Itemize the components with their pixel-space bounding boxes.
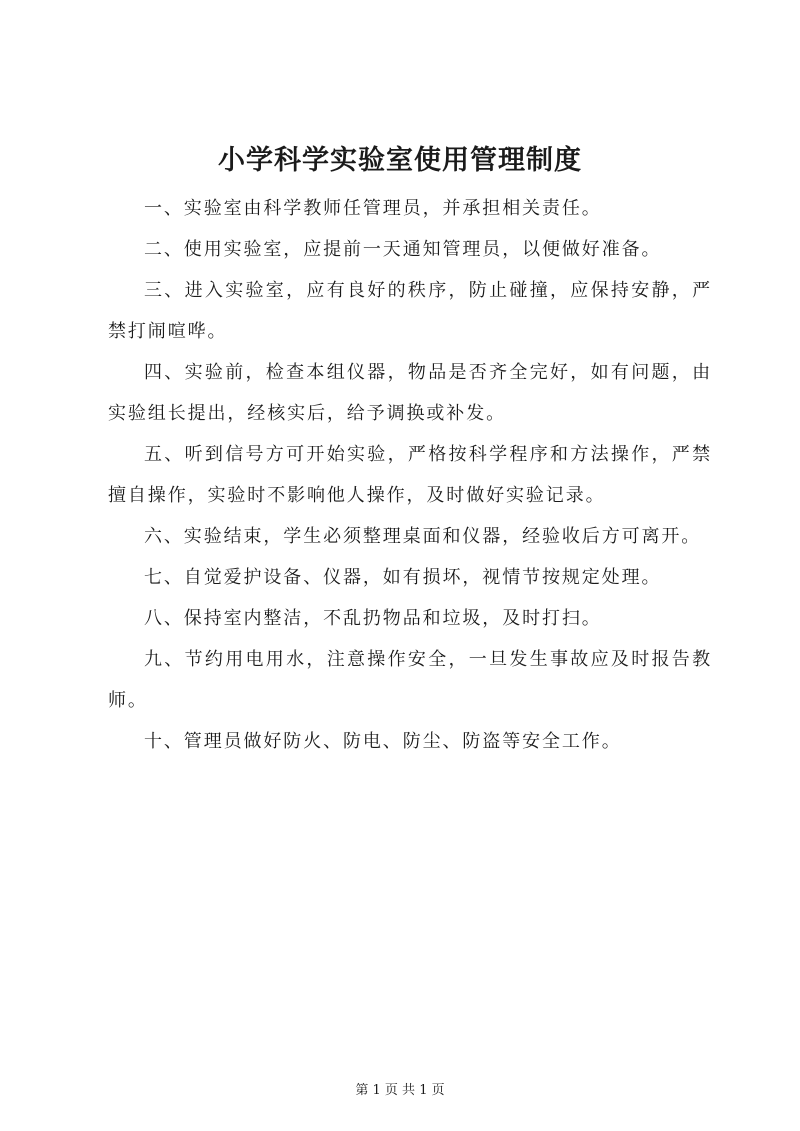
- rule-paragraph-7: 七、自觉爱护设备、仪器，如有损坏，视情节按规定处理。: [144, 567, 662, 588]
- rule-paragraph-1: 一、实验室由科学教师任管理员，并承担相关责任。: [144, 198, 602, 219]
- rule-paragraph-6: 六、实验结束，学生必须整理桌面和仪器，经验收后方可离开。: [144, 526, 702, 547]
- page-number-footer: 第 1 页 共 1 页: [355, 1083, 445, 1098]
- rule-paragraph-5: 五、听到信号方可开始实验，严格按科学程序和方法操作，严禁擅自操作，实验时不影响他人操作，及时做好实验记录。: [108, 444, 712, 506]
- document-title: 小学科学实验室使用管理制度: [218, 145, 582, 176]
- rule-paragraph-4: 四、实验前，检查本组仪器，物品是否齐全完好，如有问题，由实验组长提出，经核实后，给予调换或补发。: [108, 362, 712, 424]
- rule-paragraph-3: 三、进入实验室，应有良好的秩序，防止碰撞，应保持安静，严禁打闹喧哗。: [108, 280, 712, 342]
- document-body: [108, 188, 712, 762]
- rule-paragraph-9: 九、节约用电用水，注意操作安全，一旦发生事故应及时报告教师。: [108, 649, 712, 711]
- rule-paragraph-2: 二、使用实验室，应提前一天通知管理员，以便做好准备。: [144, 239, 662, 260]
- rule-paragraph-8: 八、保持室内整洁，不乱扔物品和垃圾，及时打扫。: [144, 608, 602, 629]
- rule-paragraph-10: 十、管理员做好防火、防电、防尘、防盗等安全工作。: [144, 731, 622, 752]
